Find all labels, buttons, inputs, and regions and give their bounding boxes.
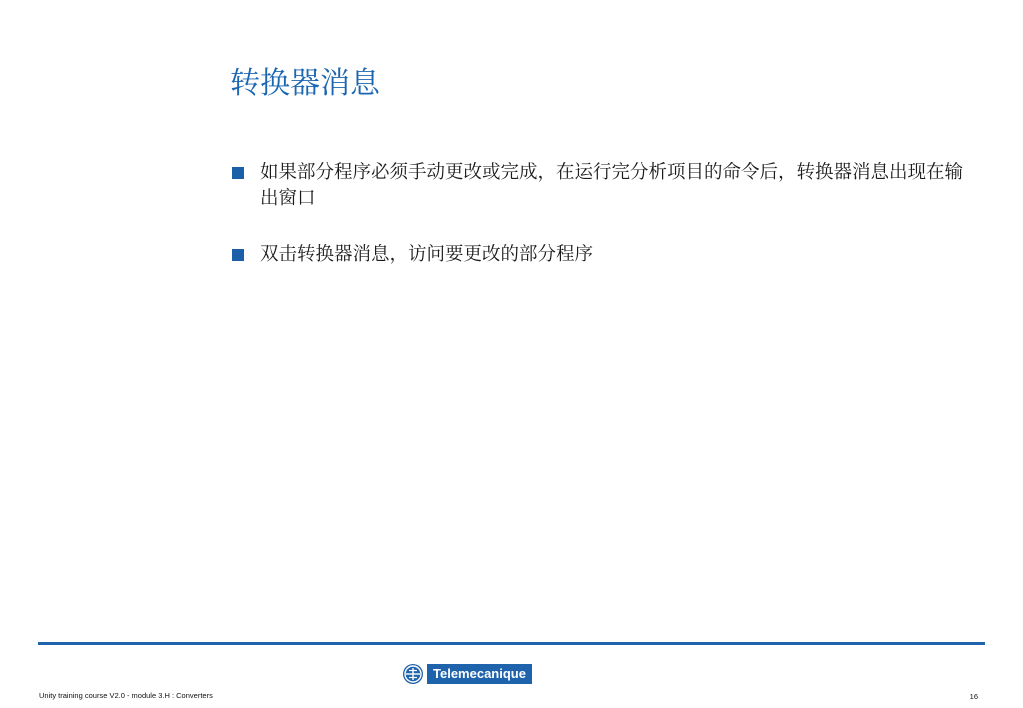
bullet-text: 如果部分程序必须手动更改或完成，在运行完分析项目的命令后，转换器消息出现在输出窗口 <box>260 162 964 209</box>
bullet-text: 双击转换器消息，访问要更改的部分程序 <box>260 244 594 265</box>
page-number: 16 <box>969 692 978 701</box>
telemecanique-logo-icon <box>403 664 423 684</box>
logo-wordmark: Telemecanique <box>427 664 532 684</box>
telemecanique-logo <box>403 664 532 684</box>
bullet-item <box>232 160 972 212</box>
bullet-item <box>232 242 972 268</box>
footer-course-label: Unity training course V2.0 - module 3.H : Converters <box>39 691 213 700</box>
bullet-list <box>232 160 972 268</box>
square-bullet-icon <box>232 167 244 179</box>
square-bullet-icon <box>232 249 244 261</box>
footer-divider <box>38 642 985 645</box>
slide-title: 转换器消息 <box>230 66 380 101</box>
